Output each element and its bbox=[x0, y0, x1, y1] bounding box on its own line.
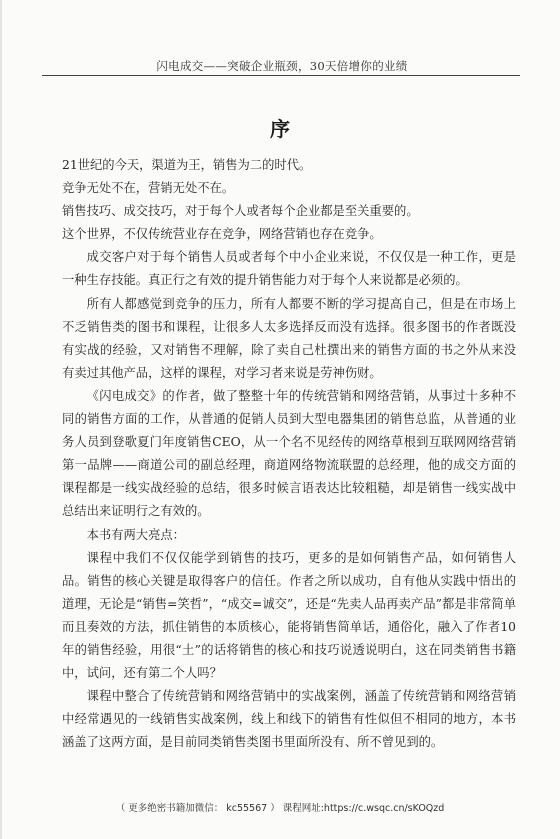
header-rule bbox=[42, 75, 520, 76]
footer-note: （ 更多绝密书籍加微信： kc55567 ） 课程网址:https://c.wsqc.cn/sKOQzd bbox=[115, 803, 445, 814]
paragraph: 这个世界，不仅传统营业存在竞争，网络营销也存在竞争。 bbox=[62, 227, 382, 242]
running-header: 闪电成交——突破企业瓶颈，30天倍增你的业绩 bbox=[156, 59, 408, 73]
paragraph: 所有人都感觉到竞争的压力，所有人都要不断的学习提高自己，但是在市场上不乏销售类的图书和课程，让很多人太多选择反而没有选择。很多图书的作者既没有实战的经验，又对销售不理解，除了卖自己杜撰出来的销售方面的书之外从来没有卖过其他产品，这样的课程，对学习者来说是劳神伤财。 bbox=[62, 296, 516, 380]
paragraph: 本书有两大亮点： bbox=[86, 527, 185, 542]
chapter-heading: 序 bbox=[270, 117, 290, 141]
paragraph: 《闪电成交》的作者，做了整整十年的传统营销和网络营销，从事过十多种不同的销售方面的工作，从普通的促销人员到大型电器集团的销售总监，从普通的业务人员到登歌夏门年度销售CEO，从一个名不见经传的网络草根到互联网网络营销第一品牌——商道公司的副总经理，商道网络物流联盟的总经理，他的成交方面的课程都是一线实战经验的总结，很多时候言语表达比较粗糙，却是销售一线实战中总结出来证明行之有效的。 bbox=[62, 388, 516, 519]
paragraph: 成交客户对于每个销售人员或者每个中小企业来说，不仅仅是一种工作，更是一种生存技能。真正行之有效的提升销售能力对于每个人来说都是必须的。 bbox=[62, 250, 516, 288]
paragraph: 21世纪的今天，渠道为王，销售为二的时代。 bbox=[62, 158, 312, 172]
paragraph: 课程中我们不仅仅能学到销售的技巧，更多的是如何销售产品，如何销售人品。销售的核心关键是取得客户的信任。作者之所以成功，自有他从实践中悟出的道理，无论是“销售=笑哲”，“成交=诚交”，还是“先卖人品再卖产品”都是非常简单而且奏效的方法，抓住销售的本质核心，能将销售简单话，通俗化，融入了作者10年的销售经验，用很“土”的话将销售的核心和技巧说透说明白，这在同类销售书籍中，试问，还有第二个人吗？ bbox=[62, 550, 516, 681]
paragraph: 竞争无处不在，营销无处不在。 bbox=[62, 181, 235, 196]
paragraph: 销售技巧、成交技巧，对于每个人或者每个企业都是至关重要的。 bbox=[62, 204, 419, 219]
body-text bbox=[62, 154, 516, 754]
paragraph: 课程中整合了传统营销和网络营销中的实战案例，涵盖了传统营销和网络营销中经常遇见的一线销售实战案例，线上和线下的销售有性似但不相同的地方，本书涵盖了这两方面，是目前同类销售类图书里面所没有、所不曾见到的。 bbox=[62, 689, 516, 750]
